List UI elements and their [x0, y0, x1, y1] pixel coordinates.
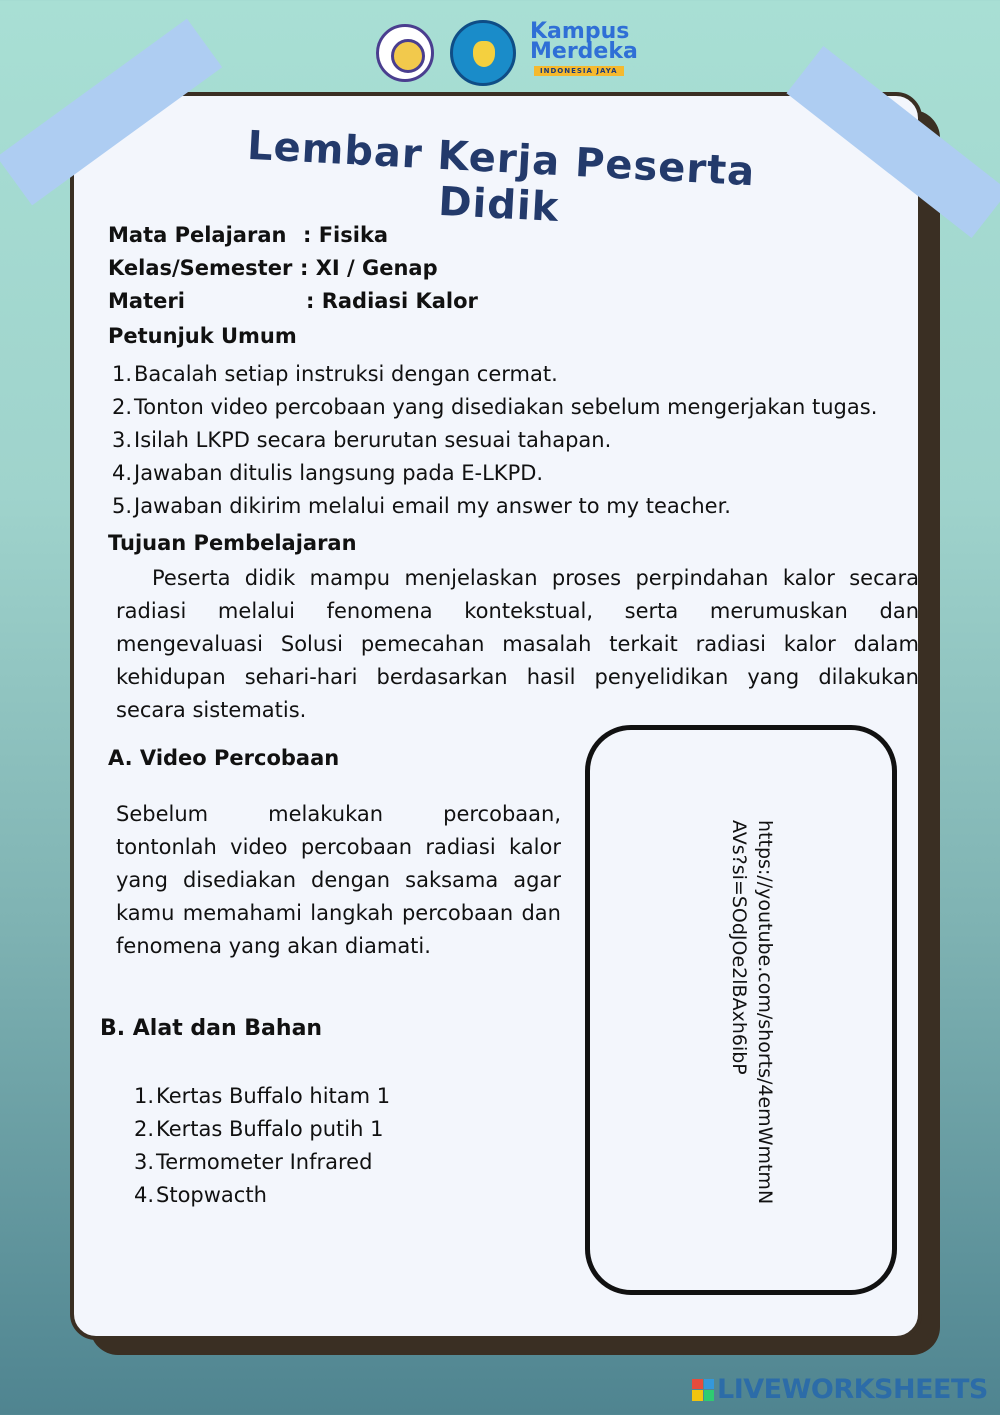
list-number: 1. [133, 1084, 154, 1108]
header-logos [372, 20, 652, 90]
petunjuk-heading: Petunjuk Umum [108, 324, 297, 348]
list-text: Jawaban dikirim melalui email my answer to my teacher. [134, 494, 731, 518]
list-number: 3. [133, 1150, 154, 1174]
liveworksheets-text: LIVEWORKSHEETS [717, 1374, 988, 1405]
petunjuk-list [110, 358, 877, 523]
mapel-value: : Fisika [303, 223, 389, 247]
tutwuri-logo-icon [450, 20, 516, 86]
video-heading: A. Video Percobaan [108, 746, 340, 770]
video-link[interactable]: https://youtube.com/shorts/4emWmtmNAVs?si=SOdJOe2lBAxh6ibP [728, 820, 776, 1205]
list-number: 4. [111, 461, 132, 485]
list-item [110, 457, 877, 490]
mapel-label: Mata Pelajaran [108, 223, 287, 247]
title-text: Lembar Kerja Peserta Didik [246, 122, 757, 232]
list-item [132, 1179, 390, 1212]
list-number: 2. [111, 395, 132, 419]
kelas-label: Kelas/Semester [108, 256, 293, 280]
alat-list [132, 1080, 390, 1212]
list-text: Kertas Buffalo hitam 1 [156, 1084, 391, 1108]
kampus-merdeka-subtitle: INDONESIA JAYA [534, 66, 624, 76]
materi-value: : Radiasi Kalor [306, 289, 478, 313]
list-item [132, 1080, 390, 1113]
list-text: Bacalah setiap instruksi dengan cermat. [134, 362, 558, 386]
list-item [132, 1146, 390, 1179]
unig-logo-icon [376, 24, 434, 82]
list-item [110, 391, 877, 424]
list-item [132, 1113, 390, 1146]
list-number: 1. [111, 362, 132, 386]
materi-label: Materi [108, 289, 185, 313]
list-number: 2. [133, 1117, 154, 1141]
worksheet-title [180, 118, 820, 232]
list-number: 4. [133, 1183, 154, 1207]
list-item [110, 424, 877, 457]
list-text: Kertas Buffalo putih 1 [156, 1117, 384, 1141]
list-number: 3. [111, 428, 132, 452]
list-item [110, 358, 877, 391]
list-text: Isilah LKPD secara berurutan sesuai tahapan. [134, 428, 612, 452]
list-text: Jawaban ditulis langsung pada E-LKPD. [134, 461, 544, 485]
kampus-merdeka-line1: Kampus [530, 19, 630, 44]
liveworksheets-logo-icon [692, 1379, 714, 1401]
list-text: Tonton video percobaan yang disediakan sebelum mengerjakan tugas. [134, 395, 878, 419]
liveworksheets-brand[interactable] [692, 1374, 988, 1405]
list-text: Stopwacth [156, 1183, 267, 1207]
video-paragraph: Sebelum melakukan percobaan, tontonlah video percobaan radiasi kalor yang disediakan dengan saksama agar kamu memahami langkah percobaan dan fenomena yang akan diamati. [116, 802, 561, 958]
tujuan-paragraph: Peserta didik mampu menjelaskan proses perpindahan kalor secara radiasi melalui fenomena kontekstual, serta merumuskan dan mengevaluasi Solusi pemecahan masalah terkait radiasi kalor dalam kehidupan sehari-hari berdasarkan hasil penyelidikan yang dilakukan secara sistematis. [116, 566, 919, 722]
kelas-value: : XI / Genap [300, 256, 438, 280]
alat-heading: B. Alat dan Bahan [100, 1016, 323, 1041]
tujuan-heading: Tujuan Pembelajaran [108, 531, 357, 555]
list-text: Termometer Infrared [156, 1150, 373, 1174]
kampus-merdeka-line2: Merdeka [530, 39, 638, 64]
list-number: 5. [111, 494, 132, 518]
kampus-merdeka-logo [530, 19, 638, 64]
list-item [110, 490, 877, 523]
